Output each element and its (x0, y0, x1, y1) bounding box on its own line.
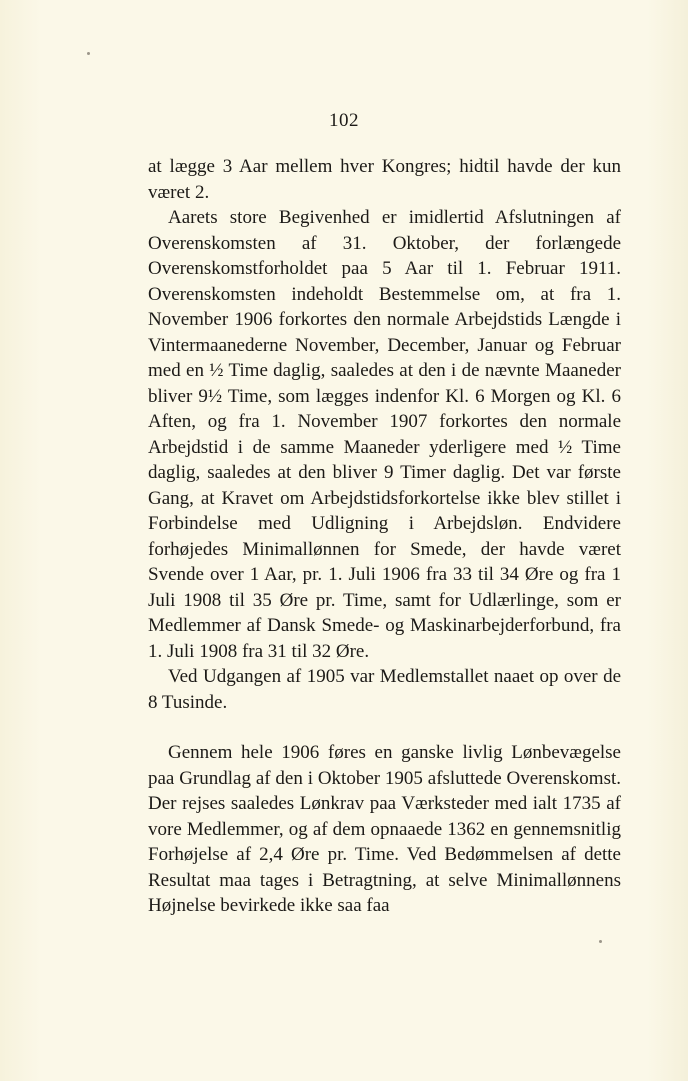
section-break (148, 715, 621, 740)
paper-speck (599, 940, 602, 943)
paragraph-kongres: at lægge 3 Aar mellem hver Kongres; hidtil havde der kun været 2. (148, 156, 621, 203)
body-text (148, 154, 621, 919)
paragraph-overenskomst: Aarets store Begivenhed er imidlertid Afslutningen af Overenskomsten af 31. Oktober, der forlængede Overenskomstforholdet paa 5 Aar til 1. Februar 1911. Overenskomsten indeholdt Bestemmelse om, at fra 1. November 1906 forkortes den normale Arbejdstids Længde i Vintermaanederne November, December, Januar og Februar med en ½ Time daglig, saaledes at den i de nævnte Maaneder bliver 9½ Time, som lægges indenfor Kl. 6 Morgen og Kl. 6 Aften, og fra 1. November 1907 forkortes den normale Arbejdstid i de samme Maaneder yderligere med ½ Time daglig, saaledes at den bliver 9 Timer daglig. Det var første Gang, at Kravet om Arbejdstidsforkortelse ikke blev stillet i Forbindelse med Udligning i Arbejdsløn. Endvidere forhøjedes Minimallønnen for Smede, der havde været Svende over 1 Aar, pr. 1. Juli 1906 fra 33 til 34 Øre og fra 1 Juli 1908 til 35 Øre pr. Time, samt for Udlærlinge, som er Medlemmer af Dansk Smede- og Maskinarbejderforbund, fra 1. Juli 1908 fra 31 til 32 Øre. (148, 207, 621, 662)
paragraph-loenbevaegelse: Gennem hele 1906 føres en ganske livlig Lønbevægelse paa Grundlag af den i Oktober 1905 afsluttede Overenskomst. Der rejses saaledes Lønkrav paa Værksteder med ialt 1735 af vore Medlemmer, og af dem opnaaede 1362 en gennemsnitlig Forhøjelse af 2,4 Øre pr. Time. Ved Bedømmelsen af dette Resultat maa tages i Betragtning, at selve Minimallønnens Højnelse bevirkede ikke saa faa (148, 742, 621, 916)
page-number: 102 (329, 110, 359, 131)
paragraph-medlemstal: Ved Udgangen af 1905 var Medlemstallet naaet op over de 8 Tusinde. (148, 666, 621, 713)
paper-speck (87, 52, 90, 55)
